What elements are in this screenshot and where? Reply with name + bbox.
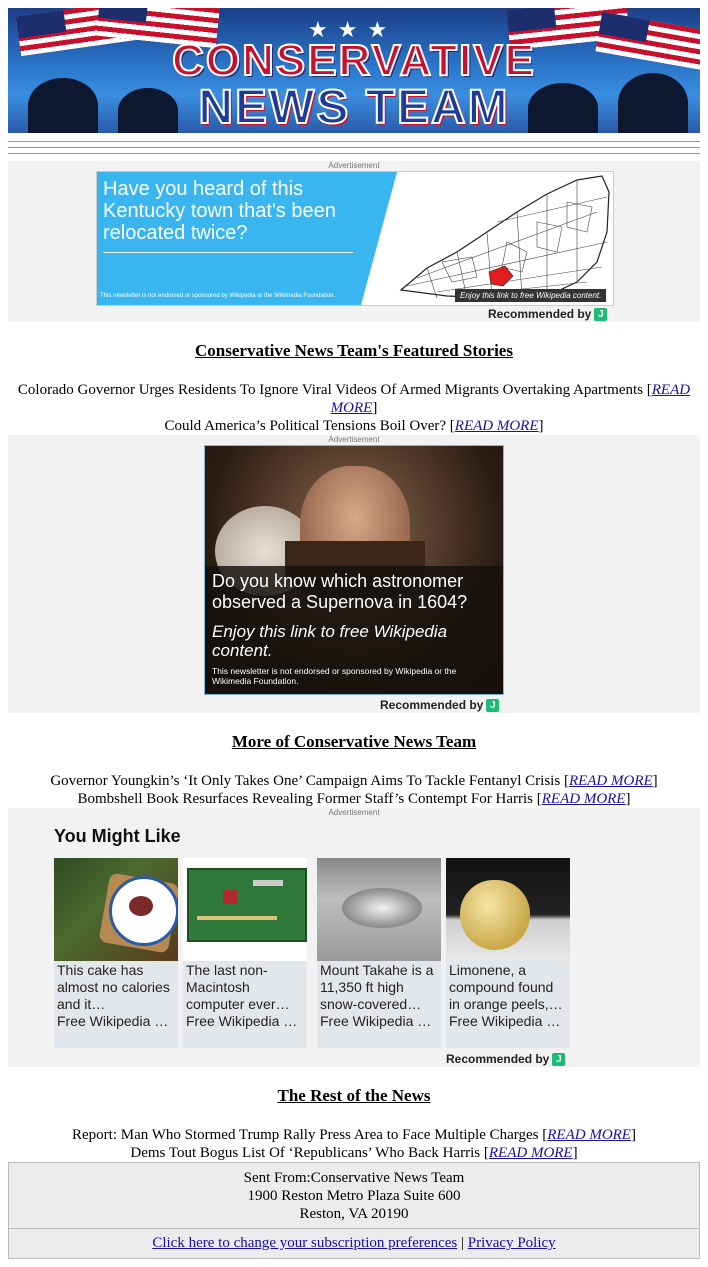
recommended-by[interactable] [380, 698, 499, 712]
read-more-link[interactable]: READ MORE [454, 418, 539, 434]
ad-question: Do you know which astronomer observed a Supernova in 1604? [212, 571, 468, 612]
card-image [317, 858, 441, 961]
story-item: Dems Tout Bogus List Of ‘Republicans’ Who Back Harris [READ MORE] [130, 1145, 578, 1161]
recommended-by[interactable] [488, 307, 607, 321]
banner-title-line1: CONSERVATIVE [172, 36, 536, 85]
sent-from: Sent From:Conservative News Team [243, 1170, 465, 1186]
recommended-by-label: Recommended by [380, 698, 484, 712]
section-heading-more: More of Conservative News Team [231, 732, 477, 751]
card-text: Limonene, a compound found in orange peels,… [449, 962, 563, 1012]
story-title: Governor Youngkin’s ‘It Only Takes One’ Campaign Aims To Tackle Fentanyl Crisis [50, 773, 561, 789]
read-more-link[interactable]: READ MORE [488, 1145, 573, 1161]
ad-label: Advertisement [328, 808, 380, 817]
privacy-policy-link[interactable]: Privacy Policy [467, 1235, 556, 1251]
card-source: Free Wikipedia c… [57, 1013, 175, 1029]
card-image [446, 858, 570, 961]
ad-astronomer[interactable] [204, 445, 504, 695]
card-text: This cake has almost no calories and it… [57, 962, 170, 1012]
recommendation-card[interactable] [54, 858, 178, 1048]
stars-icon: ★★★ [308, 18, 398, 43]
story-item: Could America’s Political Tensions Boil Over? [READ MORE] [164, 418, 544, 434]
story-item: Colorado Governor Urges Residents To Ignore Viral Videos Of Armed Migrants Overtaking Apartments [READ MORE] [17, 382, 691, 416]
recommended-by-label: Recommended by [446, 1052, 550, 1066]
read-more-link[interactable]: READ MORE [547, 1127, 631, 1143]
recommendation-card[interactable] [446, 858, 570, 1048]
story-title: Bombshell Book Resurfaces Revealing Former Staff’s Contempt For Harris [77, 791, 533, 807]
story-item: Bombshell Book Resurfaces Revealing Former Staff’s Contempt For Harris [READ MORE] [77, 791, 631, 807]
banner-title-line2: NEWS TEAM [198, 81, 510, 133]
kentucky-map-image [397, 172, 613, 305]
story-title: Dems Tout Bogus List Of ‘Republicans’ Who Back Harris [130, 1145, 481, 1161]
story-title: Could America’s Political Tensions Boil Over? [164, 418, 447, 434]
recommender-logo-icon: J [552, 1053, 565, 1066]
read-more-link[interactable]: READ MORE [541, 791, 626, 807]
read-more-link[interactable]: READ MORE [568, 773, 653, 789]
section-heading-featured: Conservative News Team's Featured Stories [195, 341, 513, 360]
recommended-by-label: Recommended by [488, 307, 592, 321]
ad-divider [103, 252, 353, 253]
card-image [183, 858, 307, 961]
divider [8, 141, 700, 142]
address-line1: 1900 Reston Metro Plaza Suite 600 [247, 1188, 461, 1204]
ad-label: Advertisement [328, 161, 380, 170]
card-source: Free Wikipedia c… [320, 1013, 438, 1029]
ad-enjoy-text: Enjoy this link to free Wikipedia content. [212, 622, 448, 660]
ad-disclaimer: This newsletter is not endorsed or sponsored by Wikipedia or the Wikimedia Foundation. [212, 666, 457, 686]
card-source: Free Wikipedia c… [449, 1013, 567, 1029]
card-image [54, 858, 178, 961]
you-might-like-title: You Might Like [54, 826, 181, 846]
section-heading-rest: The Rest of the News [277, 1086, 431, 1105]
ad-caption: Enjoy this link to free Wikipedia content. [455, 289, 606, 302]
link-separator: | [460, 1235, 464, 1251]
recommendation-card[interactable] [183, 858, 307, 1048]
address-line2: Reston, VA 20190 [299, 1206, 409, 1222]
ad-disclaimer: This newsletter is not endorsed or sponsored by Wikipedia or the Wikimedia Foundation. [100, 293, 336, 299]
recommendation-card[interactable] [317, 858, 441, 1048]
ad-label: Advertisement [328, 435, 380, 444]
story-item: Governor Youngkin’s ‘It Only Takes One’ Campaign Aims To Tackle Fentanyl Crisis [READ MORE] [50, 773, 658, 789]
card-source: Free Wikipedia c… [186, 1013, 304, 1029]
divider [8, 147, 700, 148]
card-text: Mount Takahe is a 11,350 ft high snow-covered… [320, 962, 434, 1012]
card-text: The last non-Macintosh computer ever… [186, 962, 290, 1012]
newsletter-banner [8, 8, 700, 133]
ad-kentucky-town[interactable] [96, 171, 614, 306]
story-title: Report: Man Who Stormed Trump Rally Press Area to Face Multiple Charges [72, 1127, 539, 1143]
recommender-logo-icon: J [486, 699, 499, 712]
divider [8, 153, 700, 154]
story-item: Report: Man Who Stormed Trump Rally Press Area to Face Multiple Charges [READ MORE] [72, 1127, 636, 1143]
subscription-preferences-link[interactable]: Click here to change your subscription preferences [152, 1235, 458, 1251]
footer-links [8, 1228, 700, 1259]
read-more-link[interactable]: READ MORE [330, 382, 691, 416]
recommended-by[interactable] [446, 1052, 565, 1066]
footer-address [8, 1162, 700, 1229]
story-title: Colorado Governor Urges Residents To Ignore Viral Videos Of Armed Migrants Overtaking Apartments [17, 382, 644, 398]
ad-headline: Have you heard of this Kentucky town that's been relocated twice? [103, 178, 336, 244]
recommender-logo-icon: J [594, 308, 607, 321]
